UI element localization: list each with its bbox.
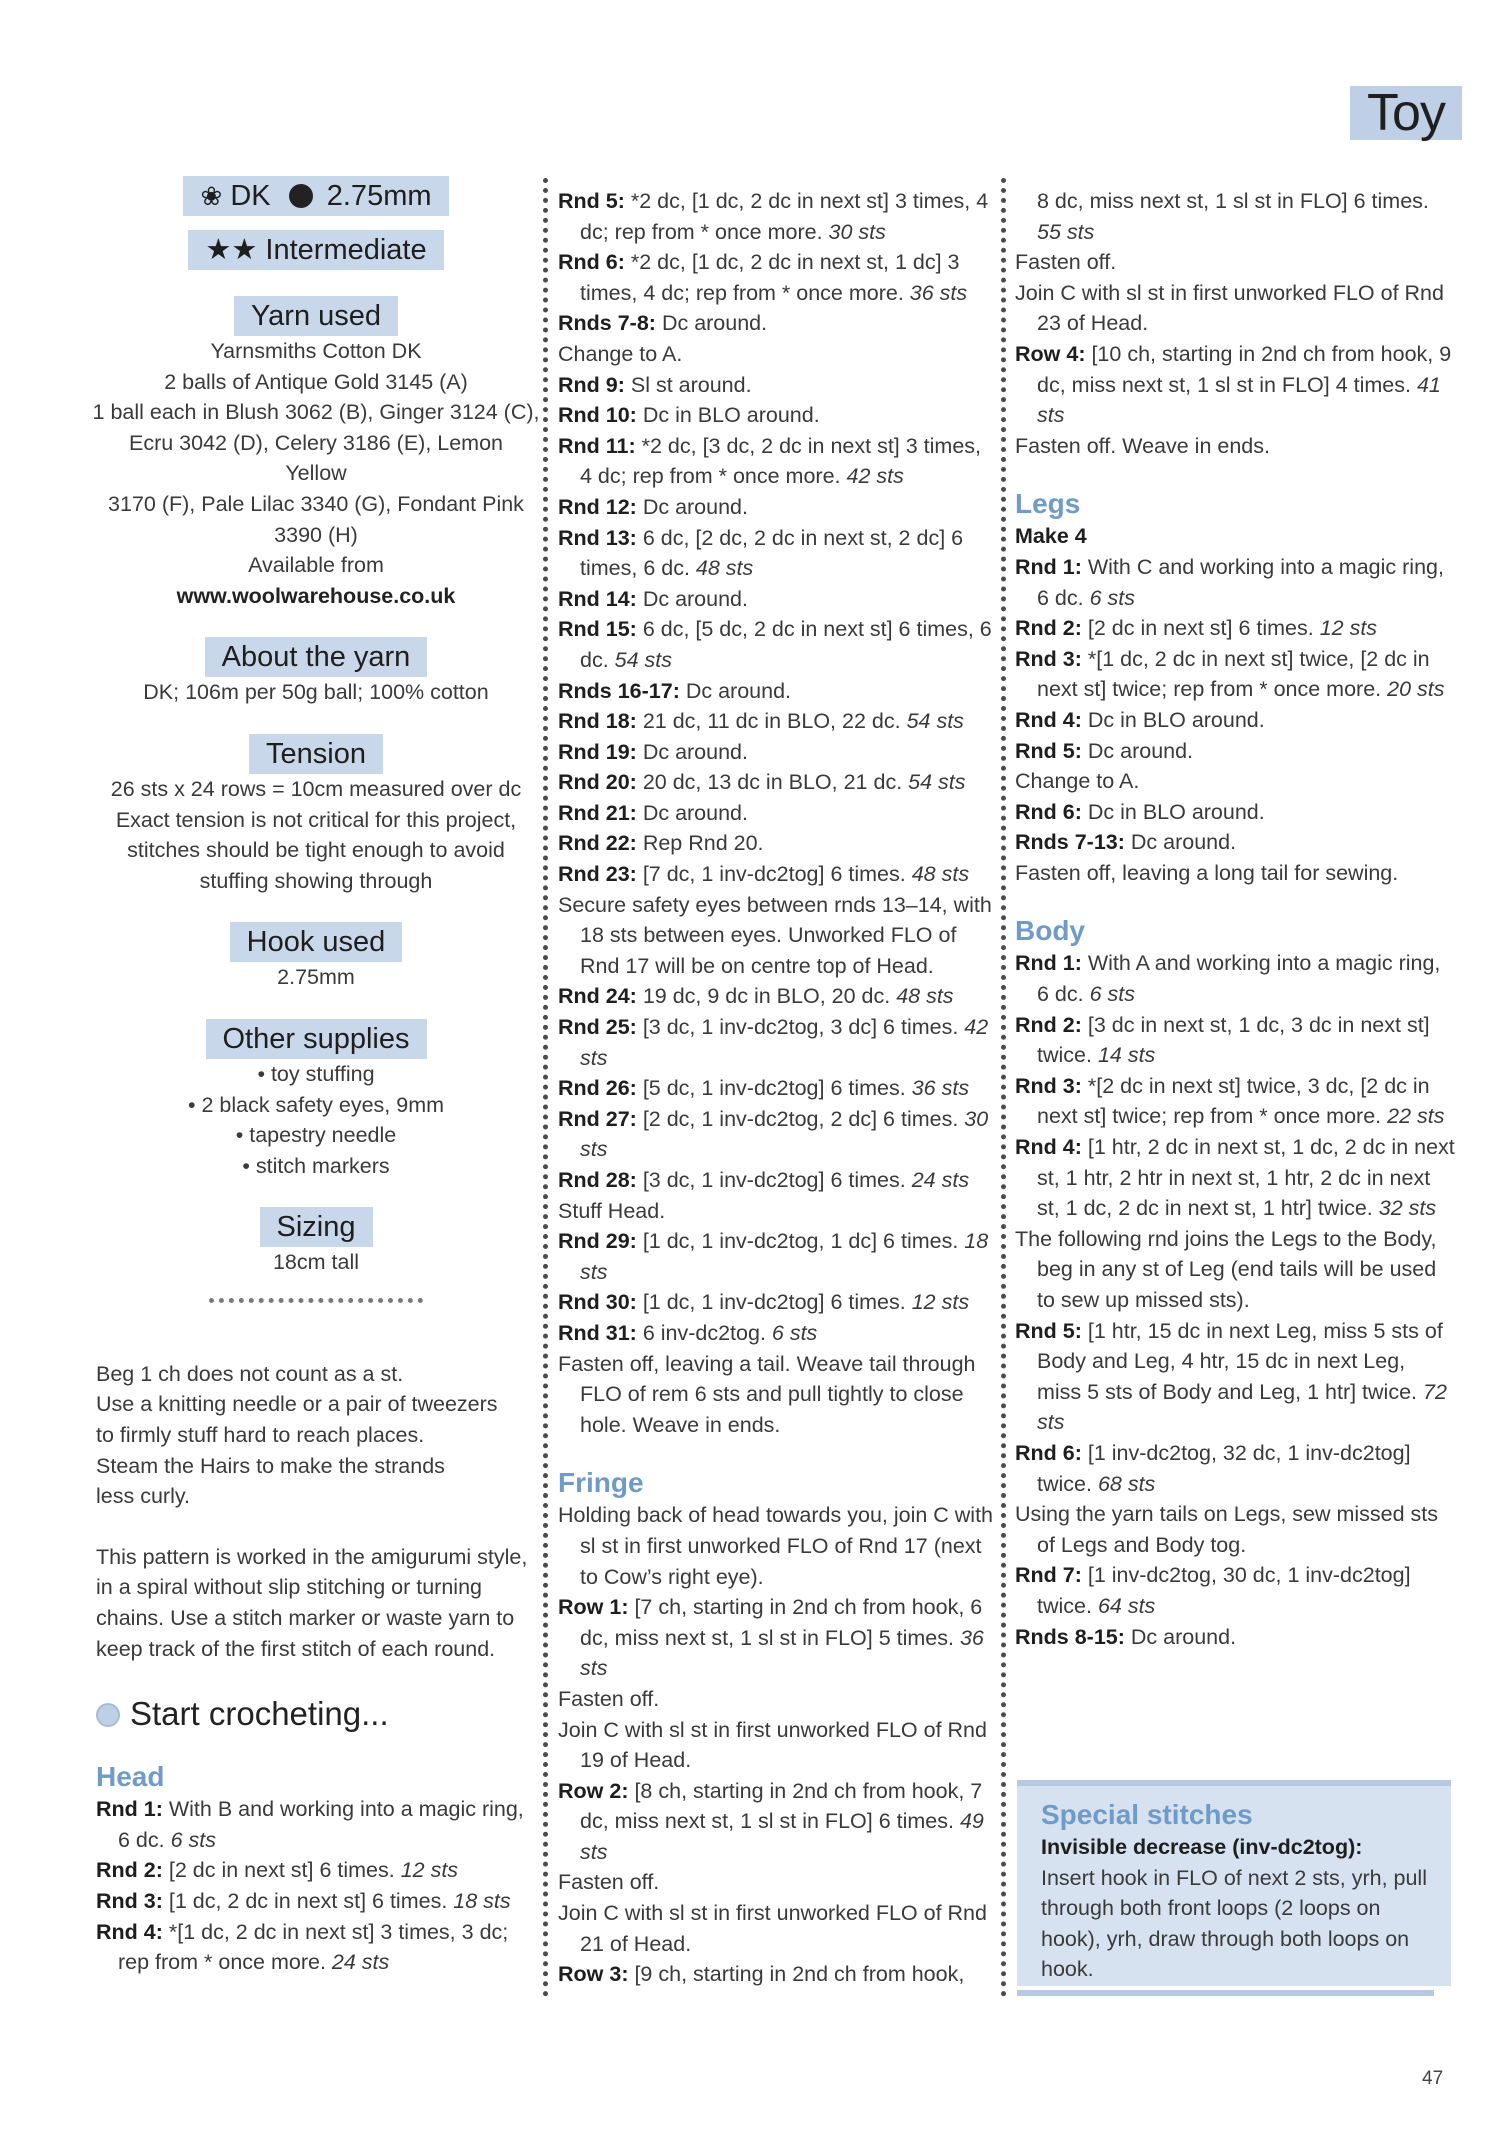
instruction-row [558,1715,994,1776]
instruction-row [558,1226,994,1287]
yarn-line: 3170 (F), Pale Lilac 3340 (G), Fondant Pink [108,491,524,516]
instruction-row [1015,552,1455,613]
row-text: [1 htr, 2 dc in next st, 1 dc, 2 dc in next st, 1 htr, 2 htr in next st, 1 htr, 2 dc in next st, 1 dc, 2 dc in next st, 1 htr] twice. [1037,1135,1455,1221]
instruction-row [558,1104,994,1165]
head-instructions-cont [558,186,994,1440]
stitch-count: 14 sts [1097,1043,1156,1068]
row-label: Row 4: [1015,341,1086,366]
row-text: Change to A. [558,341,683,366]
instruction-row [1015,797,1455,828]
row-text: Secure safety eyes between rnds 13–14, with 18 sts between eyes. Unworked FLO of Rnd 17 will be on centre top of Head. [558,892,992,978]
row-text: [3 dc, 1 inv-dc2tog, 3 dc] 6 times. [636,1015,965,1040]
row-label: Rnd 21: [558,800,637,825]
row-text: Dc in BLO around. [636,403,820,428]
row-label: Rnd 14: [558,586,637,611]
instruction-row [1015,1560,1455,1621]
row-label: Rnd 13: [558,525,637,550]
row-text: Dc around. [636,494,748,519]
row-text: [2 dc, 1 inv-dc2tog, 2 dc] 6 times. [636,1106,965,1131]
instruction-row [558,186,994,247]
star-icon: ★★ [205,234,258,266]
hook-section [96,922,536,993]
row-text: 6 inv-dc2tog. [636,1320,772,1345]
legs-instructions [1015,552,1455,889]
yarn-line: 3390 (H) [274,522,358,547]
stitch-count: 36 sts [580,1625,984,1681]
hook-text: 2.75mm [277,965,355,990]
instruction-row [558,859,994,890]
instruction-row [1015,1132,1455,1224]
category-tab: Toy [1350,86,1462,140]
instruction-row [1015,644,1455,705]
row-text: Dc in BLO around. [1081,799,1265,824]
row-text: [7 dc, 1 inv-dc2tog] 6 times. [636,862,912,887]
body-instructions [1015,948,1455,1652]
row-label: Rnd 5: [1015,738,1082,763]
row-text: Dc around. [636,800,748,825]
dotted-divider [209,1298,423,1303]
note-line: keep track of the first stitch of each round. [96,1636,496,1661]
row-text: Change to A. [1015,769,1140,794]
row-label: Row 2: [558,1778,629,1803]
row-text: Dc around. [1124,830,1237,855]
notes-section [96,1359,536,1664]
row-text: Dc in BLO around. [1081,707,1265,732]
row-label: Rnds 7-13: [1015,830,1125,855]
legs-make: Make 4 [1015,524,1087,549]
row-text: [9 ch, starting in 2nd ch from hook, [628,1962,965,1987]
sidebar-column [92,176,540,1978]
yarn-line: 2 balls of Antique Gold 3145 (A) [164,369,468,394]
skill-level-label: Intermediate [265,234,427,266]
row-text: Fasten off, leaving a long tail for sewing. [1015,860,1399,885]
stitch-count: 48 sts [896,984,954,1009]
row-text: Stuff Head. [558,1198,666,1223]
row-text: Dc around. [1081,738,1194,763]
instruction-row [558,584,994,615]
instruction-row [1015,339,1455,431]
row-label: Rnd 2: [1015,616,1082,641]
stitch-count: 54 sts [908,770,966,795]
stitch-count: 36 sts [911,1076,970,1101]
row-label: Rnd 2: [1015,1012,1082,1037]
row-text: 21 dc, 11 dc in BLO, 22 dc. [636,709,907,734]
instruction-row [558,614,994,675]
special-stitches-heading: Special stitches [1041,1799,1253,1830]
row-label: Rnd 30: [558,1290,637,1315]
row-text: [8 ch, starting in 2nd ch from hook, 7 dc, miss next st, 1 sl st in FLO] 6 times. [580,1778,983,1834]
row-text: [1 dc, 1 inv-dc2tog] 6 times. [636,1290,912,1315]
sizing-text: 18cm tall [272,1250,360,1275]
instruction-row [558,981,994,1012]
row-label: Rnd 5: [1015,1318,1082,1343]
row-text: With A and working into a magic ring, 6 dc. [1037,951,1441,1007]
hook-heading: Hook used [230,922,403,962]
special-stitch-name: Invisible decrease (inv-dc2tog): [1041,1835,1363,1859]
row-text: [3 dc in next st, 1 dc, 3 dc in next st] twice. [1037,1012,1430,1068]
body-heading: Body [1015,915,1085,947]
instruction-row [558,1318,994,1349]
instruction-row [1015,858,1455,889]
special-stitches-box [1017,1780,1451,1986]
stitch-count: 48 sts [911,862,970,887]
note-line: in a spiral without slip stitching or turning [96,1575,482,1600]
stitch-count: 30 sts [580,1106,989,1162]
stitch-count: 72 sts [1037,1379,1447,1435]
stitch-count: 22 sts [1387,1104,1445,1129]
row-label: Rnd 20: [558,770,637,795]
stitch-count: 42 sts [846,464,904,489]
yarn-used-section [92,296,540,611]
row-text: With B and working into a magic ring, 6 dc. [118,1797,524,1852]
row-text: [1 dc, 1 inv-dc2tog, 1 dc] 6 times. [636,1229,965,1254]
instruction-row [558,370,994,401]
instruction-row [558,1592,994,1684]
row-text: [1 inv-dc2tog, 30 dc, 1 inv-dc2tog] twice. [1037,1563,1411,1618]
row-text: *2 dc, [1 dc, 2 dc in next st] 3 times, 4 dc; rep from * once more. [580,189,989,244]
stitch-count: 41 sts [1037,372,1441,428]
row-text: [1 dc, 2 dc in next st] 6 times. [162,1889,454,1913]
stitch-count: 6 sts [170,1827,216,1852]
row-label: Rnd 6: [558,250,625,275]
row-text: Fasten off, leaving a tail. Weave tail through FLO of rem 6 sts and pull tightly to close hole. Weave in ends. [558,1351,976,1437]
stitch-count: 18 sts [580,1229,989,1284]
row-label: Rnd 28: [558,1168,637,1192]
stitch-count: 64 sts [1097,1593,1156,1618]
row-text: *2 dc, [3 dc, 2 dc in next st] 3 times, 4 dc; rep from * once more. [580,433,982,489]
instruction-row [1015,1622,1455,1653]
instruction-row [558,828,994,859]
instruction-row [558,1500,994,1592]
row-label: Rnd 3: [1015,646,1082,671]
row-text: 8 dc, miss next st, 1 sl st in FLO] 6 times. [1037,189,1429,213]
stitch-count: 6 sts [1089,585,1135,610]
row-label: Rnd 22: [558,831,637,856]
row-label: Rnd 26: [558,1076,637,1101]
stitch-count: 24 sts [331,1950,390,1975]
stitch-count: 55 sts [1037,219,1095,244]
row-text: Fasten off. Weave in ends. [1015,433,1270,458]
yarn-line: Yarnsmiths Cotton DK [210,339,422,363]
row-label: Rnd 11: [558,433,636,458]
stitch-count: 36 sts [909,280,968,305]
column-divider [1001,178,1006,1998]
instructions-column-3 [1015,186,1455,1652]
stitch-count: 6 sts [1089,982,1135,1007]
fringe-instructions [558,1500,994,1990]
note-line: Use a knitting needle or a pair of tweezers [96,1392,498,1417]
instruction-row [558,1349,994,1441]
stitch-count: 24 sts [911,1168,970,1192]
instruction-row [96,1917,536,1978]
row-label: Rnd 4: [1015,1135,1082,1160]
instruction-row [1015,1438,1455,1499]
row-label: Rnd 27: [558,1106,637,1131]
supplies-heading: Other supplies [206,1019,427,1059]
row-text: Join C with sl st in first unworked FLO of Rnd 19 of Head. [558,1717,987,1773]
fringe-instructions-cont [1015,186,1455,461]
row-text: 19 dc, 9 dc in BLO, 20 dc. [636,984,897,1009]
instruction-row [558,492,994,523]
instruction-row [558,767,994,798]
instructions-column-2 [558,186,994,1990]
instruction-row [558,1165,994,1196]
stitch-count: 54 sts [614,647,673,672]
row-text: [2 dc in next st] 6 times. [162,1858,401,1883]
row-label: Rnd 2: [96,1858,163,1883]
row-label: Rnd 24: [558,984,637,1009]
instruction-row [1015,1224,1455,1316]
note-line: Beg 1 ch does not count as a st. [96,1361,404,1386]
tension-line: Exact tension is not critical for this project, [115,807,517,832]
row-text: Using the yarn tails on Legs, sew missed sts of Legs and Body tog. [1015,1502,1439,1557]
row-label: Row 3: [558,1962,629,1987]
note-line: less curly. [96,1484,190,1509]
row-text: Dc around. [1124,1624,1237,1649]
instruction-row [1015,1316,1455,1438]
row-text: 6 dc, [2 dc, 2 dc in next st, 2 dc] 6 times, 6 dc. [580,525,964,581]
row-label: Rnd 25: [558,1015,637,1040]
row-label: Rnd 4: [1015,707,1082,732]
row-label: Rnd 3: [96,1889,163,1913]
row-text: Sl st around. [624,372,752,397]
instruction-row [558,247,994,308]
row-label: Rnd 6: [1015,799,1082,824]
tension-line: stuffing showing through [199,868,433,893]
row-text: Rep Rnd 20. [636,831,764,856]
row-text: Dc around. [636,739,748,764]
row-text: Holding back of head towards you, join C with sl st in first unworked FLO of Rnd 17 (next to Cow’s right eye). [558,1503,994,1589]
head-instructions [96,1794,536,1978]
stitch-count: 68 sts [1097,1471,1156,1496]
instruction-row [558,1684,994,1715]
start-heading: Start crocheting... [96,1694,536,1734]
row-text: *[1 dc, 2 dc in next st] twice, [2 dc in next st] twice; rep from * once more. [1037,646,1430,702]
instruction-row [1015,827,1455,858]
tension-line: 26 sts x 24 rows = 10cm measured over dc [110,776,522,801]
yarn-line: Ecru 3042 (D), Celery 3186 (E), Lemon Yellow [128,430,504,486]
row-text: *[2 dc in next st] twice, 3 dc, [2 dc in next st] twice; rep from * once more. [1037,1073,1430,1129]
row-label: Rnd 1: [1015,554,1082,579]
row-label: Rnd 18: [558,709,637,734]
row-label: Rnd 3: [1015,1073,1082,1098]
supplies-section [96,1019,536,1181]
row-label: Rnd 10: [558,403,637,428]
instruction-row [96,1886,536,1917]
row-text: [5 dc, 1 inv-dc2tog] 6 times. [636,1076,912,1101]
note-line: Steam the Hairs to make the strands [96,1453,445,1478]
row-text: With C and working into a magic ring, 6 dc. [1037,554,1444,610]
row-label: Rnd 4: [96,1919,163,1944]
instruction-row [558,1287,994,1318]
row-label: Rnds 7-8: [558,311,656,336]
tension-line: stitches should be tight enough to avoid [127,838,505,863]
row-text: [7 ch, starting in 2nd ch from hook, 6 dc, miss next st, 1 sl st in FLO] 5 times. [580,1595,983,1650]
instruction-row [558,308,994,339]
row-label: Row 1: [558,1595,629,1620]
instruction-row [558,339,994,370]
head-heading: Head [96,1761,165,1793]
stitch-count: 12 sts [1319,616,1378,641]
row-text: [1 inv-dc2tog, 32 dc, 1 inv-dc2tog] twice. [1037,1440,1411,1496]
supply-item: • toy stuffing [257,1061,375,1086]
row-text: 6 dc, [5 dc, 2 dc in next st] 6 times, 6 dc. [580,617,992,672]
row-label: Rnd 15: [558,617,637,642]
hook-icon [289,184,313,208]
row-label: Rnd 23: [558,862,637,887]
instruction-row [558,523,994,584]
instruction-row [1015,1499,1455,1560]
instruction-row [1015,1071,1455,1132]
stitch-count: 12 sts [400,1858,459,1883]
instruction-row [1015,705,1455,736]
note-line: to firmly stuff hard to reach places. [96,1423,425,1448]
yarn-weight-badge [183,176,448,216]
website-link[interactable]: www.woolwarehouse.co.uk [176,583,456,608]
stitch-count: 32 sts [1378,1196,1437,1221]
row-label: Rnd 1: [1015,951,1082,976]
row-label: Rnd 1: [96,1797,163,1822]
row-text: Fasten off. [558,1686,660,1711]
instruction-row [558,706,994,737]
row-label: Rnd 7: [1015,1563,1082,1588]
row-text: *[1 dc, 2 dc in next st] 3 times, 3 dc; rep from * once more. [118,1919,509,1975]
instruction-row [558,1073,994,1104]
row-text: Join C with sl st in first unworked FLO of Rnd 23 of Head. [1015,280,1444,336]
yarn-line: Available from [248,553,384,578]
row-label: Rnds 8-15: [1015,1624,1125,1649]
instruction-row [1015,736,1455,767]
instruction-row [558,431,994,492]
row-label: Rnds 16-17: [558,678,680,703]
about-yarn-section [96,637,536,708]
supply-item: • tapestry needle [235,1123,397,1148]
instruction-row [558,400,994,431]
skill-level-badge [188,230,443,270]
stitch-count: 48 sts [695,556,754,581]
row-text: 20 dc, 13 dc in BLO, 21 dc. [636,770,909,795]
note-line: This pattern is worked in the amigurumi style, [96,1544,528,1569]
row-label: Rnd 12: [558,494,637,519]
column-divider [543,178,548,1998]
supply-item: • 2 black safety eyes, 9mm [187,1092,445,1117]
stitch-count: 54 sts [906,709,964,734]
stitch-count: 42 sts [580,1015,989,1070]
instruction-row [1015,278,1455,339]
instruction-row [1015,431,1455,462]
instruction-row [558,737,994,768]
row-text: [3 dc, 1 inv-dc2tog] 6 times. [636,1168,912,1192]
special-stitch-text: Insert hook in FLO of next 2 sts, yrh, pull through both front loops (2 loops on hook), yrh, draw through both loops on hook. [1041,1865,1427,1982]
dk-label: DK [230,180,271,212]
instruction-row [96,1794,536,1855]
instruction-row [558,890,994,982]
instruction-row [558,676,994,707]
legs-heading: Legs [1015,488,1081,520]
supply-item: • stitch markers [242,1153,390,1178]
row-text: Dc around. [655,311,768,336]
row-label: Rnd 29: [558,1229,637,1254]
sizing-section [96,1207,536,1278]
instruction-row [1015,186,1455,247]
about-yarn-heading: About the yarn [205,637,428,677]
instruction-row [1015,1010,1455,1071]
stitch-count: 6 sts [771,1320,818,1345]
stitch-count: 49 sts [580,1809,984,1864]
row-text: Fasten off. [558,1870,660,1895]
yarn-ball-icon: ❀ [200,181,223,211]
row-label: Rnd 31: [558,1320,637,1345]
instruction-row [1015,613,1455,644]
row-text: Dc around. [636,586,748,611]
stitch-count: 30 sts [828,219,886,244]
row-text: The following rnd joins the Legs to the Body, beg in any st of Leg (end tails will be used to sew up missed sts). [1015,1226,1437,1312]
instruction-row [558,1898,994,1959]
instruction-row [558,1959,994,1990]
yarn-used-heading: Yarn used [234,296,398,336]
instruction-row [558,1867,994,1898]
row-text: Join C with sl st in first unworked FLO of Rnd 21 of Head. [558,1901,987,1956]
row-text: *2 dc, [1 dc, 2 dc in next st, 1 dc] 3 times, 4 dc; rep from * once more. [580,250,960,305]
row-text: [1 htr, 15 dc in next Leg, miss 5 sts of Body and Leg, 4 htr, 15 dc in next Leg, miss 5 sts of Body and Leg, 1 htr] twice. [1037,1318,1443,1404]
yarn-ball-icon [96,1703,120,1727]
instruction-row [558,1012,994,1073]
row-text: Fasten off. [1015,250,1117,275]
instruction-row [558,1196,994,1227]
hook-size-label: 2.75mm [326,180,432,212]
instruction-row [558,1776,994,1868]
tension-heading: Tension [249,734,383,774]
tension-section [96,734,536,896]
row-label: Rnd 9: [558,372,625,397]
row-text: [10 ch, starting in 2nd ch from hook, 9 dc, miss next st, 1 sl st in FLO] 4 times. [1037,341,1452,397]
about-yarn-text: DK; 106m per 50g ball; 100% cotton [143,680,489,705]
page-number: 47 [1422,2068,1444,2089]
stitch-count: 12 sts [911,1290,970,1315]
instruction-row [558,798,994,829]
note-line: chains. Use a stitch marker or waste yarn to [96,1606,515,1631]
stitch-count: 20 sts [1387,677,1445,702]
sizing-heading: Sizing [260,1207,373,1247]
instruction-row [1015,247,1455,278]
row-text: Dc around. [679,678,792,703]
row-label: Rnd 5: [558,189,625,213]
yarn-line: 1 ball each in Blush 3062 (B), Ginger 3124 (C), [92,400,540,425]
fringe-heading: Fringe [558,1467,644,1499]
row-label: Rnd 19: [558,739,637,764]
instruction-row [1015,948,1455,1009]
row-label: Rnd 6: [1015,1440,1082,1465]
instruction-row [1015,766,1455,797]
stitch-count: 18 sts [453,1889,511,1913]
row-text: [2 dc in next st] 6 times. [1081,616,1320,641]
instruction-row [96,1855,536,1886]
